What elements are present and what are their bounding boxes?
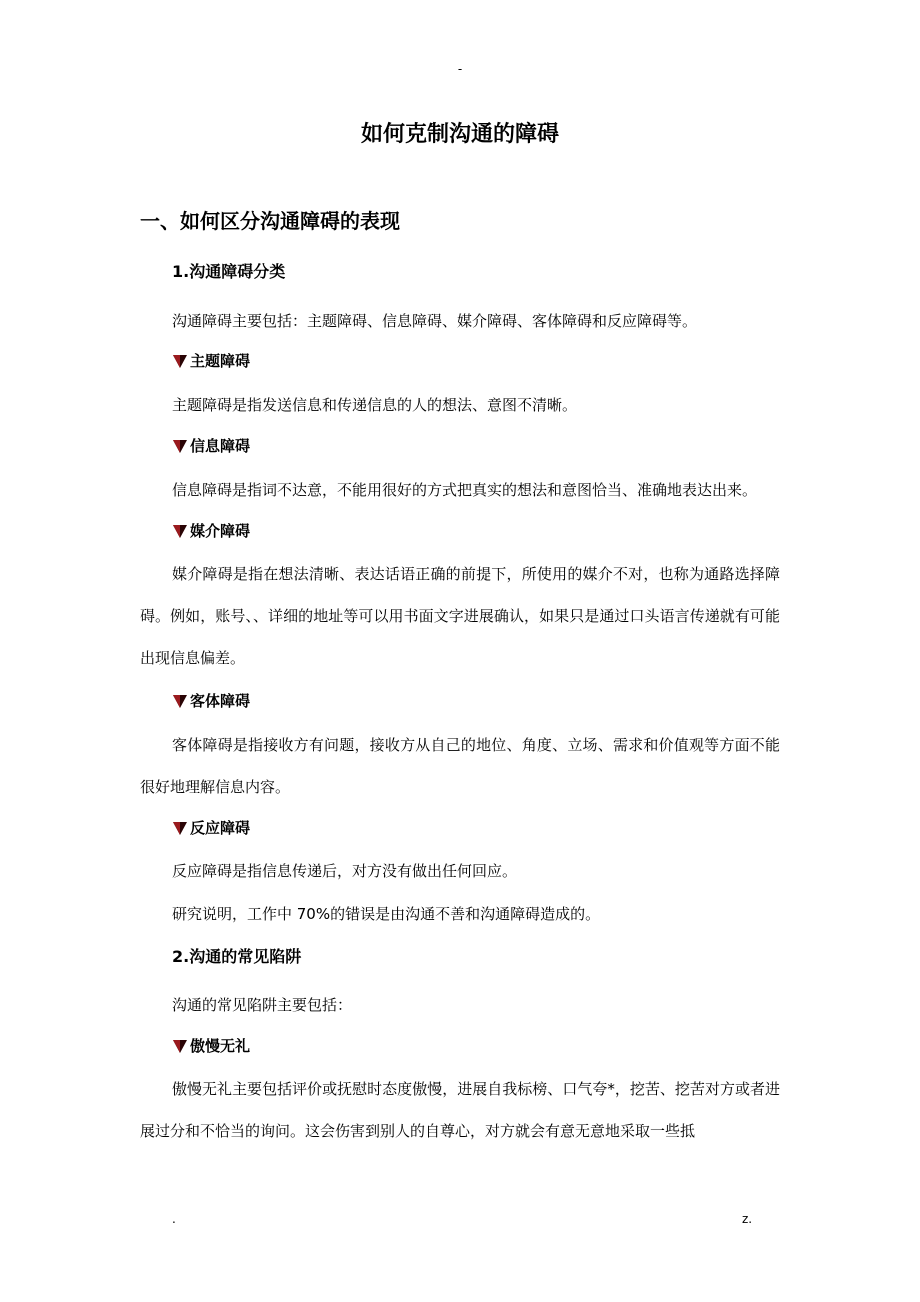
header-mark: - <box>457 62 463 76</box>
item-title: 信息障碍 <box>190 437 251 455</box>
research-note: 研究说明，工作中 70%的错误是由沟通不善和沟通障碍造成的。 <box>172 905 601 923</box>
subsection-heading-1: 1.沟通障碍分类 <box>172 262 286 281</box>
item-heading-object <box>170 690 250 712</box>
item-heading-information <box>170 435 250 457</box>
subsection-heading-2: 2.沟通的常见陷阱 <box>172 947 302 966</box>
arrow-down-icon <box>170 436 190 456</box>
footer-right-mark: z. <box>742 1212 753 1226</box>
item-title: 反应障碍 <box>190 819 251 837</box>
item-text: 傲慢无礼主要包括评价或抚慰时态度傲慢，进展自我标榜、口气夸*，挖苦、挖苦对方或者进展过分和不恰当的询问。这会伤害到别人的自尊心，对方就会有意无意地采取一些抵 <box>140 1080 780 1140</box>
intro-paragraph: 沟通的常见陷阱主要包括： <box>172 996 353 1014</box>
item-title: 客体障碍 <box>190 692 251 710</box>
arrow-down-icon <box>170 818 190 838</box>
item-text: 信息障碍是指词不达意，不能用很好的方式把真实的想法和意图恰当、准确地表达出来。 <box>172 481 758 499</box>
intro-paragraph: 沟通障碍主要包括：主题障碍、信息障碍、媒介障碍、客体障碍和反应障碍等。 <box>172 312 698 330</box>
arrow-down-icon <box>170 1036 190 1056</box>
item-text: 主题障碍是指发送信息和传递信息的人的想法、意图不清晰。 <box>172 396 578 414</box>
section-heading-1: 一、如何区分沟通障碍的表现 <box>140 209 400 233</box>
item-heading-medium <box>170 520 250 542</box>
item-text: 反应障碍是指信息传递后，对方没有做出任何回应。 <box>172 862 518 880</box>
item-text: 媒介障碍是指在想法清晰、表达话语正确的前提下，所使用的媒介不对，也称为通路选择障碍。例如，账号、、详细的地址等可以用书面文字进展确认，如果只是通过口头语言传递就有可能出现信息偏差。 <box>140 565 780 667</box>
page-title: 如何克制沟通的障碍 <box>360 122 559 147</box>
item-heading-topic <box>170 350 250 372</box>
arrow-down-icon <box>170 521 190 541</box>
item-title: 主题障碍 <box>190 352 251 370</box>
footer-left-mark: . <box>172 1212 176 1226</box>
arrow-down-icon <box>170 351 190 371</box>
item-heading-arrogance <box>170 1035 250 1057</box>
arrow-down-icon <box>170 691 190 711</box>
item-title: 傲慢无礼 <box>190 1037 251 1055</box>
item-text: 客体障碍是指接收方有问题，接收方从自己的地位、角度、立场、需求和价值观等方面不能很好地理解信息内容。 <box>140 736 780 796</box>
item-title: 媒介障碍 <box>190 522 251 540</box>
item-heading-response <box>170 817 250 839</box>
